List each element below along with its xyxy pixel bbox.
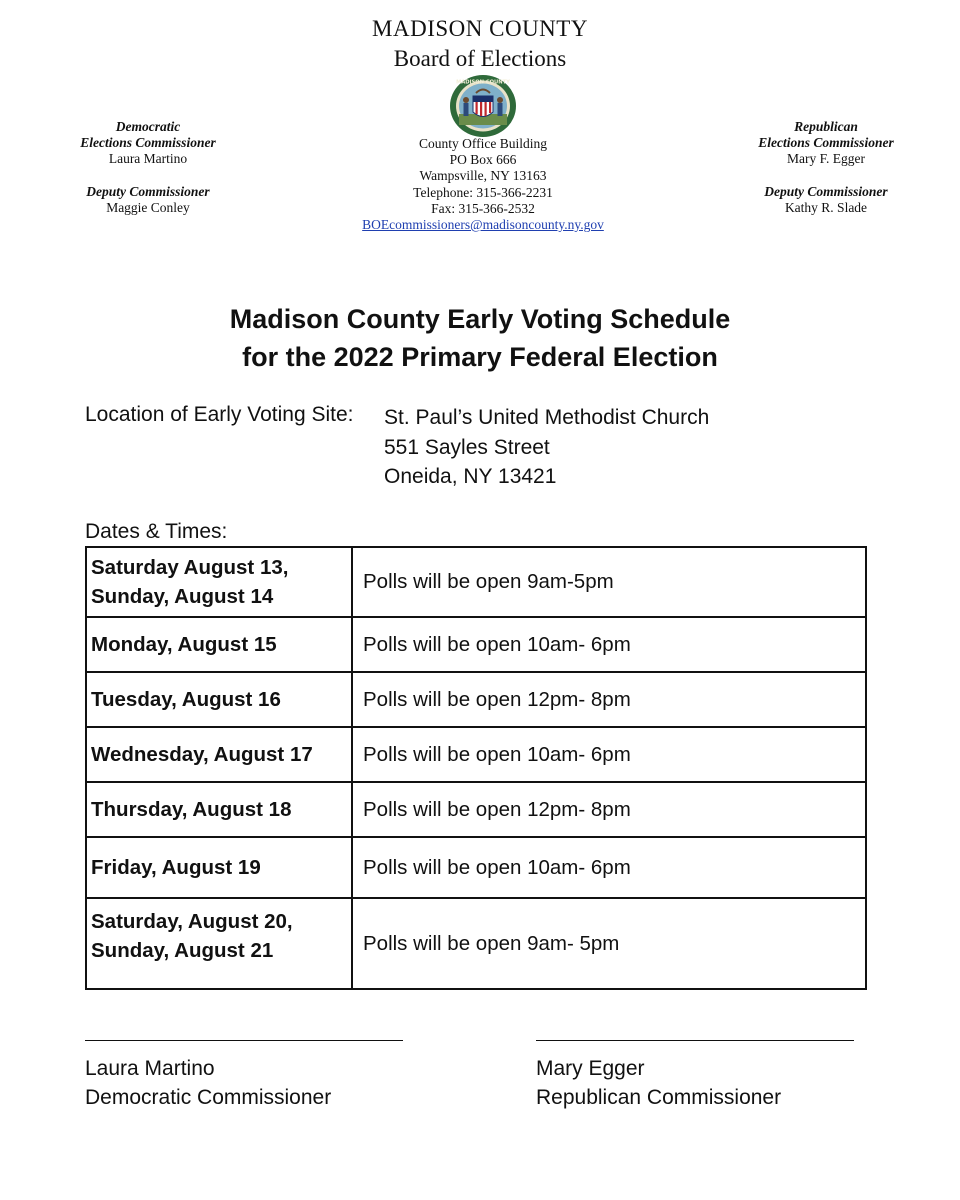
table-cell-hours: Polls will be open 10am- 6pm: [352, 837, 866, 898]
county-seal-icon: [449, 74, 517, 138]
republican-party-label: Republican: [794, 119, 858, 134]
signer-title: Republican Commissioner: [536, 1086, 782, 1109]
table-cell-day: Friday, August 19: [86, 837, 352, 898]
location-label: Location of Early Voting Site:: [85, 403, 354, 426]
table-row: [86, 837, 866, 898]
table-row: [86, 617, 866, 672]
republican-commissioner-title: Elections Commissioner: [758, 135, 894, 151]
table-row: [86, 547, 866, 617]
democratic-deputy-name: Maggie Conley: [106, 199, 190, 215]
table-cell-hours: Polls will be open 9am- 5pm: [352, 898, 866, 989]
table-cell-day: Wednesday, August 17: [86, 727, 352, 782]
democratic-deputy-title: Deputy Commissioner: [86, 183, 210, 199]
location-street: 551 Sayles Street: [384, 435, 550, 459]
table-row: [86, 782, 866, 837]
office-building: County Office Building: [419, 136, 547, 151]
dates-times-label: Dates & Times:: [85, 520, 228, 543]
day-text: Saturday August 13,: [91, 556, 289, 579]
contact-block: [330, 136, 636, 233]
table-cell-day: [86, 898, 352, 989]
signer-title: Democratic Commissioner: [85, 1086, 332, 1109]
democratic-commissioners: [28, 119, 268, 216]
signer-name: Mary Egger: [536, 1057, 645, 1080]
schedule-table: [85, 546, 867, 990]
table-row: [86, 898, 866, 989]
republican-commissioners: [706, 119, 946, 216]
county-name: MADISON COUNTY: [372, 16, 588, 41]
democratic-commissioner-title: Elections Commissioner: [80, 135, 216, 151]
po-box: PO Box 666: [449, 152, 517, 168]
table-cell-hours: Polls will be open 9am-5pm: [352, 547, 866, 617]
table-cell-day: Tuesday, August 16: [86, 672, 352, 727]
republican-deputy-name: Kathy R. Slade: [784, 199, 868, 215]
signature-line: [85, 1040, 403, 1041]
board-name: Board of Elections: [393, 46, 567, 71]
page-title: [0, 300, 960, 376]
signature-line: [536, 1040, 854, 1041]
office-city: Wampsville, NY 13163: [419, 168, 547, 184]
table-cell-day: [86, 547, 352, 617]
republican-commissioner-name: Mary F. Egger: [786, 151, 866, 167]
table-cell-day: Monday, August 15: [86, 617, 352, 672]
location-address: [384, 403, 709, 492]
location-city: Oneida, NY 13421: [384, 465, 557, 488]
table-row: [86, 727, 866, 782]
day-text: Saturday, August 20,: [91, 910, 293, 933]
telephone: Telephone: 315-366-2231: [413, 184, 553, 200]
signature-block-republican: [536, 1040, 854, 1112]
signature-block-democratic: [85, 1040, 403, 1112]
table-cell-hours: Polls will be open 10am- 6pm: [352, 617, 866, 672]
title-line-1: Madison County Early Voting Schedule: [229, 304, 731, 334]
signer-name: Laura Martino: [85, 1057, 215, 1080]
democratic-party-label: Democratic: [115, 119, 181, 134]
location-name: St. Paul’s United Methodist Church: [384, 406, 710, 429]
fax: Fax: 315-366-2532: [431, 200, 535, 216]
table-cell-hours: Polls will be open 12pm- 8pm: [352, 782, 866, 837]
day-text: Sunday, August 14: [91, 585, 274, 608]
seal-text: MADISON COUNTY: [456, 79, 510, 86]
email-link[interactable]: BOEcommissioners@madisoncounty.ny.gov: [362, 217, 604, 233]
table-cell-day: Thursday, August 18: [86, 782, 352, 837]
table-cell-hours: Polls will be open 12pm- 8pm: [352, 672, 866, 727]
democratic-commissioner-name: Laura Martino: [108, 151, 188, 167]
republican-deputy-title: Deputy Commissioner: [764, 183, 888, 199]
day-text: Sunday, August 21: [91, 939, 274, 962]
table-row: [86, 672, 866, 727]
title-line-2: for the 2022 Primary Federal Election: [242, 342, 718, 372]
table-cell-hours: Polls will be open 10am- 6pm: [352, 727, 866, 782]
